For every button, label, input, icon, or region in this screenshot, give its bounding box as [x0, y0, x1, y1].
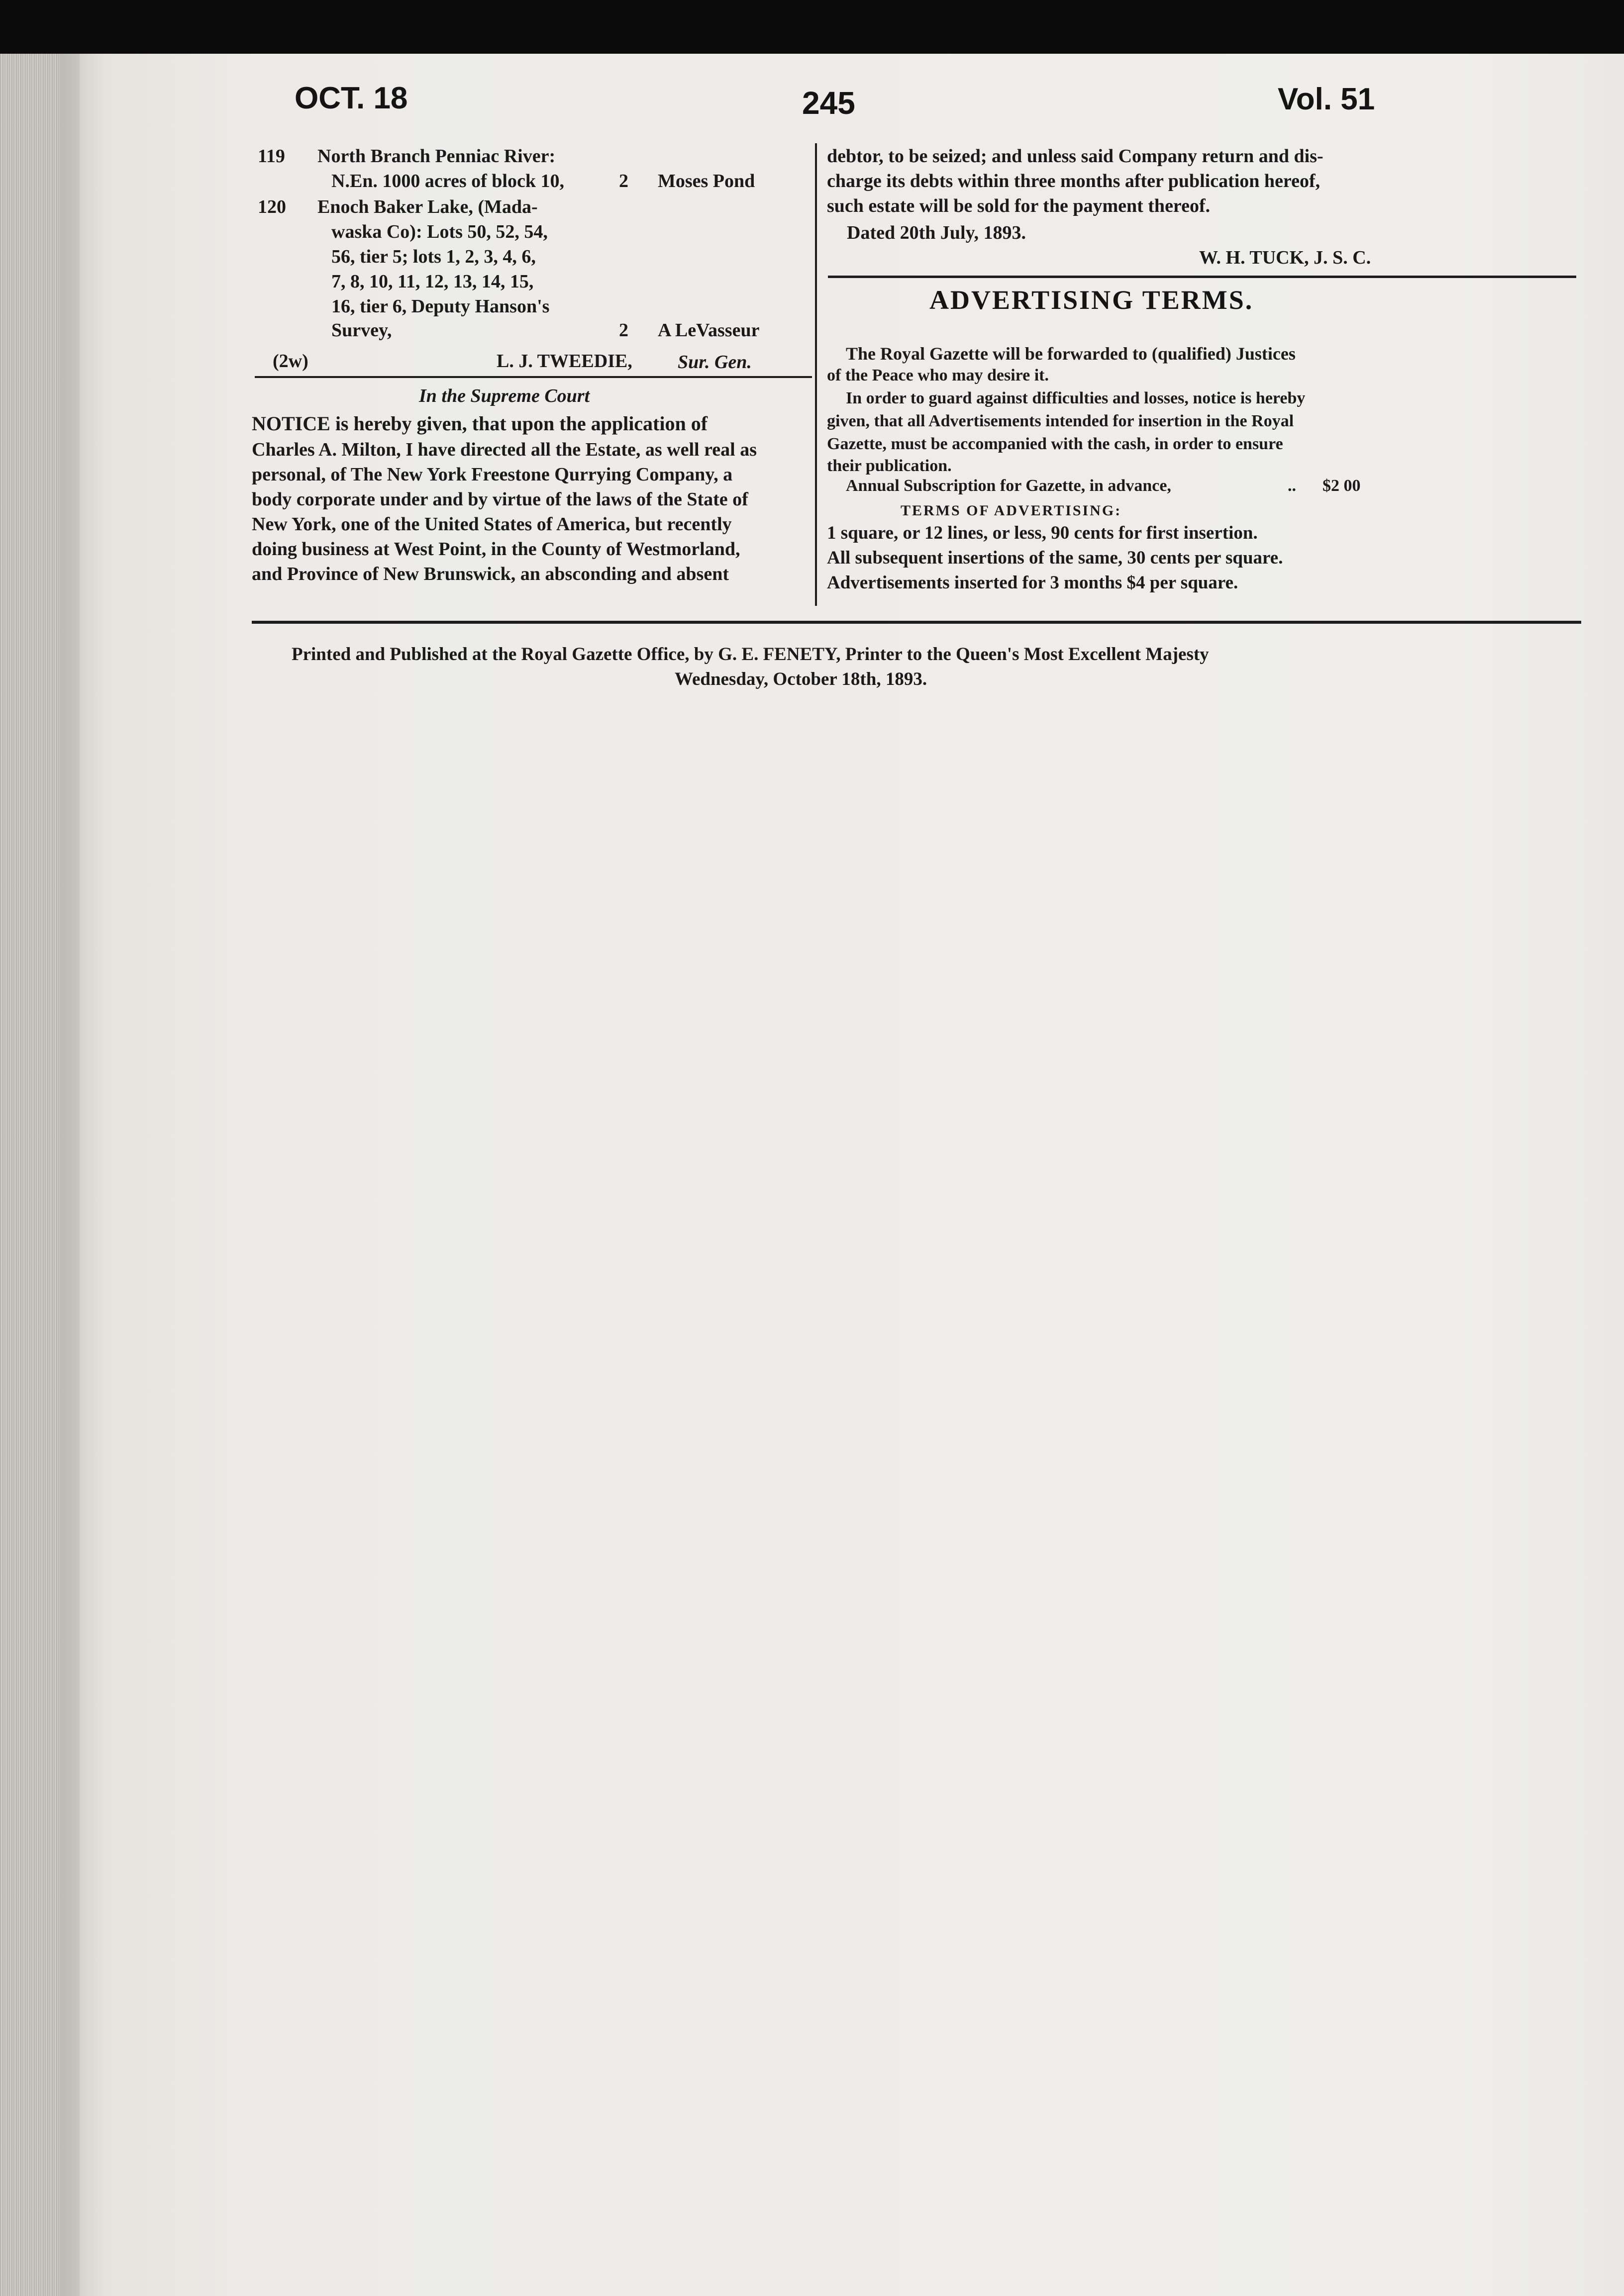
signature-title: Sur. Gen. [678, 352, 752, 373]
list-item-name: A LeVasseur [658, 320, 760, 341]
court-heading: In the Supreme Court [419, 385, 590, 406]
page-gutter-shadow [60, 54, 80, 2296]
list-item-text: Survey, [331, 320, 392, 341]
section-rule [828, 276, 1576, 278]
imprint-date: Wednesday, October 18th, 1893. [675, 669, 927, 689]
imprint-rule [252, 621, 1581, 624]
terms-line: 1 square, or 12 lines, or less, 90 cents for first insertion. [827, 523, 1258, 543]
list-item-name: Moses Pond [658, 171, 755, 191]
imprint-line: Printed and Published at the Royal Gazette Office, by G. E. FENETY, Printer to the Queen's Most Excellent Majesty [292, 644, 1209, 665]
terms-line: Advertisements inserted for 3 months $4 per square. [827, 573, 1238, 593]
notice-line: Charles A. Milton, I have directed all the Estate, as well real as [252, 439, 757, 460]
list-item-quantity: 2 [619, 320, 628, 341]
gazette-page [60, 54, 1624, 2296]
advertising-line: Gazette, must be accompanied with the cash, in order to ensure [827, 435, 1283, 453]
list-item-text: waska Co): Lots 50, 52, 54, [331, 221, 548, 242]
advertising-line: of the Peace who may desire it. [827, 366, 1049, 384]
terms-heading: TERMS OF ADVERTISING: [901, 502, 1122, 519]
subscription-price: $2 00 [1322, 477, 1361, 495]
notice-line: and Province of New Brunswick, an absconding and absent [252, 564, 729, 584]
notice-line: personal, of The New York Freestone Qurrying Company, a [252, 464, 733, 485]
page-stack-edge [0, 54, 60, 2296]
list-item-text: Enoch Baker Lake, (Mada- [317, 196, 538, 217]
advertising-line: In order to guard against difficulties and losses, notice is hereby [846, 389, 1306, 407]
list-item-quantity: 2 [619, 171, 628, 191]
subscription-leader: .. [1288, 477, 1296, 495]
list-item-text: 56, tier 5; lots 1, 2, 3, 4, 6, [331, 246, 536, 267]
volume-label: Vol. 51 [1278, 82, 1375, 116]
advertising-line: their publication. [827, 457, 952, 475]
advertising-heading: ADVERTISING TERMS. [929, 285, 1254, 315]
list-item-text: North Branch Penniac River: [317, 146, 556, 167]
list-item-text: 7, 8, 10, 11, 12, 13, 14, 15, [331, 271, 534, 292]
notice-line: body corporate under and by virtue of the laws of the State of [252, 489, 748, 510]
signature-name: L. J. TWEEDIE, [497, 351, 632, 372]
insertion-mark: (2w) [273, 351, 308, 372]
subscription-label: Annual Subscription for Gazette, in advance, [846, 477, 1171, 495]
advertising-line: The Royal Gazette will be forwarded to (qualified) Justices [846, 344, 1296, 364]
list-item-text: N.En. 1000 acres of block 10, [331, 171, 564, 191]
notice-line: NOTICE is hereby given, that upon the application of [252, 412, 708, 435]
terms-line: All subsequent insertions of the same, 30 cents per square. [827, 548, 1283, 568]
continued-line: charge its debts within three months after publication hereof, [827, 171, 1320, 191]
advertising-line: given, that all Advertisements intended for insertion in the Royal [827, 412, 1294, 430]
continued-line: debtor, to be seized; and unless said Company return and dis- [827, 146, 1323, 167]
page-number: 245 [802, 85, 855, 121]
judge-signature: W. H. TUCK, J. S. C. [1199, 247, 1371, 268]
dated-line: Dated 20th July, 1893. [847, 222, 1026, 243]
column-divider [815, 143, 817, 606]
section-rule [255, 376, 812, 378]
notice-line: New York, one of the United States of America, but recently [252, 514, 732, 535]
header-date: OCT. 18 [295, 81, 408, 115]
list-item-number: 120 [258, 196, 286, 217]
continued-line: such estate will be sold for the payment thereof. [827, 195, 1211, 216]
list-item-text: 16, tier 6, Deputy Hanson's [331, 296, 550, 317]
notice-line: doing business at West Point, in the County of Westmorland, [252, 539, 740, 560]
list-item-number: 119 [258, 146, 285, 167]
